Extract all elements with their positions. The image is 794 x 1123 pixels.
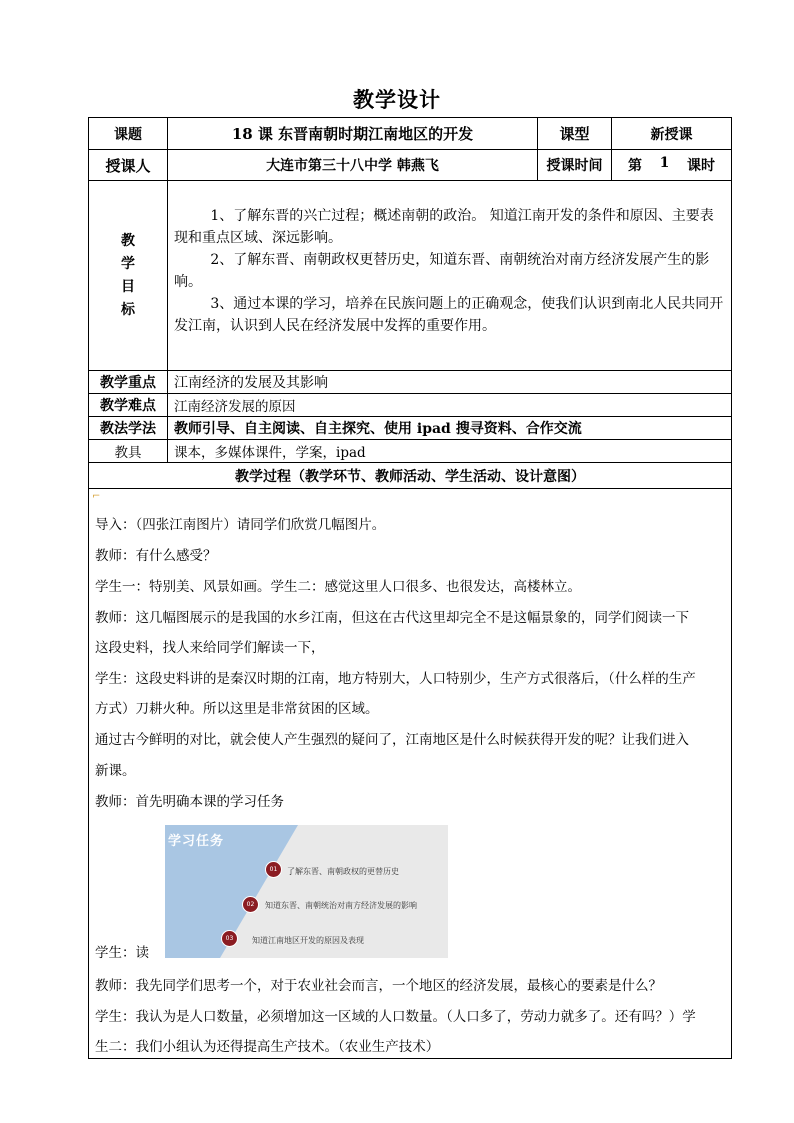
process-line: 学生：读 — [95, 945, 149, 961]
difficulty-value: 江南经济发展的原因 — [168, 394, 732, 417]
process-line: 新课。 — [95, 763, 136, 779]
task-item-text: 了解东晋、南朝政权的更替历史 — [287, 867, 399, 876]
key-point-value: 江南经济的发展及其影响 — [168, 371, 732, 394]
time-suffix: 课时 — [687, 158, 715, 174]
teacher-value: 大连市第三十八中学 韩燕飞 — [168, 150, 538, 181]
tools-value: 课本，多媒体课件，学案，ipad — [168, 440, 732, 463]
process-line: 方式）刀耕火种。所以这里是非常贫困的区域。 — [95, 701, 379, 717]
task-item-text: 知道东晋、南朝统治对南方经济发展的影响 — [265, 901, 417, 910]
tasks-title: 学习任务 — [168, 834, 225, 849]
process-heading: 教学过程（教学环节、教师活动、学生活动、设计意图） — [89, 463, 732, 489]
process-line: 教师：有什么感受？ — [95, 548, 217, 564]
process-line: 教师：我先同学们思考一个，对于农业社会而言，一个地区的经济发展，最核心的要素是什么？ — [95, 978, 662, 994]
lesson-plan-table — [88, 117, 732, 1059]
objectives-label-char: 教 — [121, 232, 135, 249]
process-line: 学生一：特别美、风景如画。学生二：感觉这里人口很多、也很发达，高楼林立。 — [95, 579, 581, 595]
teacher-label: 授课人 — [89, 150, 168, 181]
methods-label: 教法学法 — [89, 417, 168, 440]
process-line: 学生：我认为是人口数量，必须增加这一区域的人口数量。（人口多了，劳动力就多了。还有吗？）学 — [95, 1009, 696, 1025]
document-title: 教学设计 — [353, 87, 441, 112]
learning-tasks-image — [165, 825, 448, 958]
process-line: 教师：首先明确本课的学习任务 — [95, 794, 284, 810]
process-body — [89, 489, 732, 1059]
task-number-badge: 01 — [265, 861, 282, 878]
methods-value: 教师引导、自主阅读、自主探究、使用 ipad 搜寻资料、合作交流 — [168, 417, 732, 440]
topic-label: 课题 — [89, 118, 168, 150]
time-number: 1 — [659, 155, 670, 171]
difficulty-label: 教学难点 — [89, 394, 168, 417]
process-line: 生二：我们小组认为还得提高生产技术。（农业生产技术） — [95, 1039, 440, 1055]
process-line: 教师：这几幅图展示的是我国的水乡江南，但这在古代这里却完全不是这幅景象的，同学们阅读一下 — [95, 610, 689, 626]
type-label: 课型 — [538, 118, 612, 150]
task-number-badge: 03 — [221, 930, 238, 947]
objective-item: 2、了解东晋、南朝政权更替历史，知道东晋、南朝统治对南方经济发展产生的影响。 — [174, 252, 710, 290]
objectives-content — [168, 181, 732, 371]
process-line: 这段史料，找人来给同学们解读一下， — [95, 640, 325, 656]
objective-item: 1、了解东晋的兴亡过程；概述南朝的政治。 知道江南开发的条件和原因、主要表现和重点区域、深远影响。 — [174, 208, 714, 246]
type-value: 新授课 — [612, 118, 732, 150]
time-prefix: 第 — [628, 158, 642, 174]
process-line: 导入：（四张江南图片）请同学们欣赏几幅图片。 — [95, 517, 386, 533]
time-value — [612, 150, 732, 181]
process-line: 学生：这段史料讲的是秦汉时期的江南，地方特别大，人口特别少，生产方式很落后，（什么样的生产 — [95, 671, 696, 687]
paragraph-mark-icon: ⌐ — [92, 491, 101, 502]
objectives-label — [89, 181, 168, 371]
task-item-text: 知道江南地区开发的原因及表现 — [252, 936, 364, 945]
topic-value: 18 课 东晋南朝时期江南地区的开发 — [168, 118, 538, 150]
tools-label: 教具 — [89, 440, 168, 463]
objectives-label-char: 标 — [121, 301, 135, 318]
objectives-label-char: 学 — [121, 255, 135, 272]
time-label: 授课时间 — [538, 150, 612, 181]
objectives-label-char: 目 — [121, 278, 135, 295]
objective-item: 3、通过本课的学习，培养在民族问题上的正确观念，使我们认识到南北人民共同开发江南，认识到人民在经济发展中发挥的重要作用。 — [174, 296, 724, 334]
process-line: 通过古今鲜明的对比，就会使人产生强烈的疑问了，江南地区是什么时候获得开发的呢？让我们进入 — [95, 732, 689, 748]
key-point-label: 教学重点 — [89, 371, 168, 394]
task-number-badge: 02 — [242, 896, 259, 913]
